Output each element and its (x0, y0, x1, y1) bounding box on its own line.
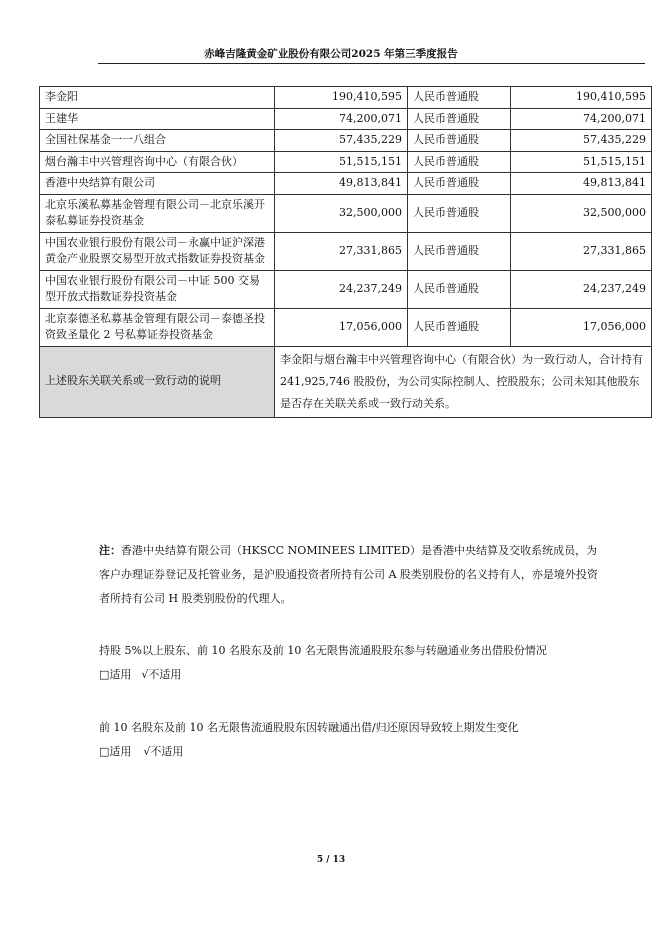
share-count: 32,500,000 (511, 194, 652, 232)
holder-shares: 24,237,249 (275, 270, 408, 308)
table-row (40, 173, 652, 195)
holder-shares: 190,410,595 (275, 87, 408, 109)
option-not-applicable: √不适用 (141, 668, 182, 681)
holder-name: 中国农业银行股份有限公司－中证 500 交易型开放式指数证券投资基金 (40, 270, 275, 308)
section-securities-lending (99, 639, 619, 687)
table-note (99, 539, 599, 611)
relation-label: 上述股东关联关系或一致行动的说明 (40, 346, 275, 417)
section-title: 前 10 名股东及前 10 名无限售流通股股东因转融通出借/归还原因导致较上期发生变化 (99, 721, 519, 734)
shareholders-table (39, 86, 652, 418)
applicability-choice (99, 740, 619, 764)
table-row (40, 308, 652, 346)
holder-name: 王建华 (40, 108, 275, 130)
table-row (40, 108, 652, 130)
table-row (40, 87, 652, 109)
holder-shares: 49,813,841 (275, 173, 408, 195)
share-count: 17,056,000 (511, 308, 652, 346)
share-count: 57,435,229 (511, 130, 652, 152)
holder-shares: 27,331,865 (275, 232, 408, 270)
holder-name: 全国社保基金一一八组合 (40, 130, 275, 152)
option-applicable: □适用 (99, 668, 132, 681)
report-header-title: 赤峰吉隆黄金矿业股份有限公司2025 年第三季度报告 (204, 48, 458, 60)
share-type: 人民币普通股 (408, 130, 511, 152)
page-number: 5 / 13 (316, 855, 346, 865)
share-type: 人民币普通股 (408, 173, 511, 195)
note-text: 香港中央结算有限公司（HKSCC NOMINEES LIMITED）是香港中央结算及交收系统成员，为客户办理证券登记及托管业务，是沪股通投资者所持有公司 A 股类别股份的名义持有人，亦是境外投资者所持有公司 H 股类别股份的代理人。 (99, 544, 598, 605)
holder-name: 北京泰德圣私募基金管理有限公司－泰德圣投资致圣量化 2 号私募证券投资基金 (40, 308, 275, 346)
relation-text: 李金阳与烟台瀚丰中兴管理咨询中心（有限合伙）为一致行动人，合计持有 241,925,746 股股份，为公司实际控制人、控股股东；公司未知其他股东是否存在关联关系或一致行动关系。 (275, 346, 652, 417)
option-applicable: □适用 (99, 745, 132, 758)
share-type: 人民币普通股 (408, 87, 511, 109)
section-lending-change (99, 716, 619, 764)
note-label: 注： (99, 544, 121, 557)
holder-shares: 74,200,071 (275, 108, 408, 130)
share-type: 人民币普通股 (408, 232, 511, 270)
share-type: 人民币普通股 (408, 194, 511, 232)
table-row (40, 151, 652, 173)
holder-name: 李金阳 (40, 87, 275, 109)
holder-name: 烟台瀚丰中兴管理咨询中心（有限合伙） (40, 151, 275, 173)
relation-row (40, 346, 652, 417)
share-type: 人民币普通股 (408, 151, 511, 173)
share-count: 74,200,071 (511, 108, 652, 130)
holder-shares: 17,056,000 (275, 308, 408, 346)
option-not-applicable: √不适用 (143, 745, 184, 758)
share-count: 24,237,249 (511, 270, 652, 308)
holder-shares: 32,500,000 (275, 194, 408, 232)
share-count: 49,813,841 (511, 173, 652, 195)
section-title: 持股 5%以上股东、前 10 名股东及前 10 名无限售流通股股东参与转融通业务出借股份情况 (99, 644, 547, 657)
table-row (40, 194, 652, 232)
holder-name: 北京乐溪私募基金管理有限公司－北京乐溪开泰私募证券投资基金 (40, 194, 275, 232)
applicability-choice (99, 663, 619, 687)
header-rule (98, 63, 645, 64)
table-row (40, 130, 652, 152)
share-count: 51,515,151 (511, 151, 652, 173)
table-row (40, 270, 652, 308)
share-count: 27,331,865 (511, 232, 652, 270)
share-count: 190,410,595 (511, 87, 652, 109)
holder-name: 中国农业银行股份有限公司－永赢中证沪深港黄金产业股票交易型开放式指数证券投资基金 (40, 232, 275, 270)
share-type: 人民币普通股 (408, 270, 511, 308)
holder-shares: 57,435,229 (275, 130, 408, 152)
holder-shares: 51,515,151 (275, 151, 408, 173)
share-type: 人民币普通股 (408, 108, 511, 130)
table-row (40, 232, 652, 270)
holder-name: 香港中央结算有限公司 (40, 173, 275, 195)
share-type: 人民币普通股 (408, 308, 511, 346)
